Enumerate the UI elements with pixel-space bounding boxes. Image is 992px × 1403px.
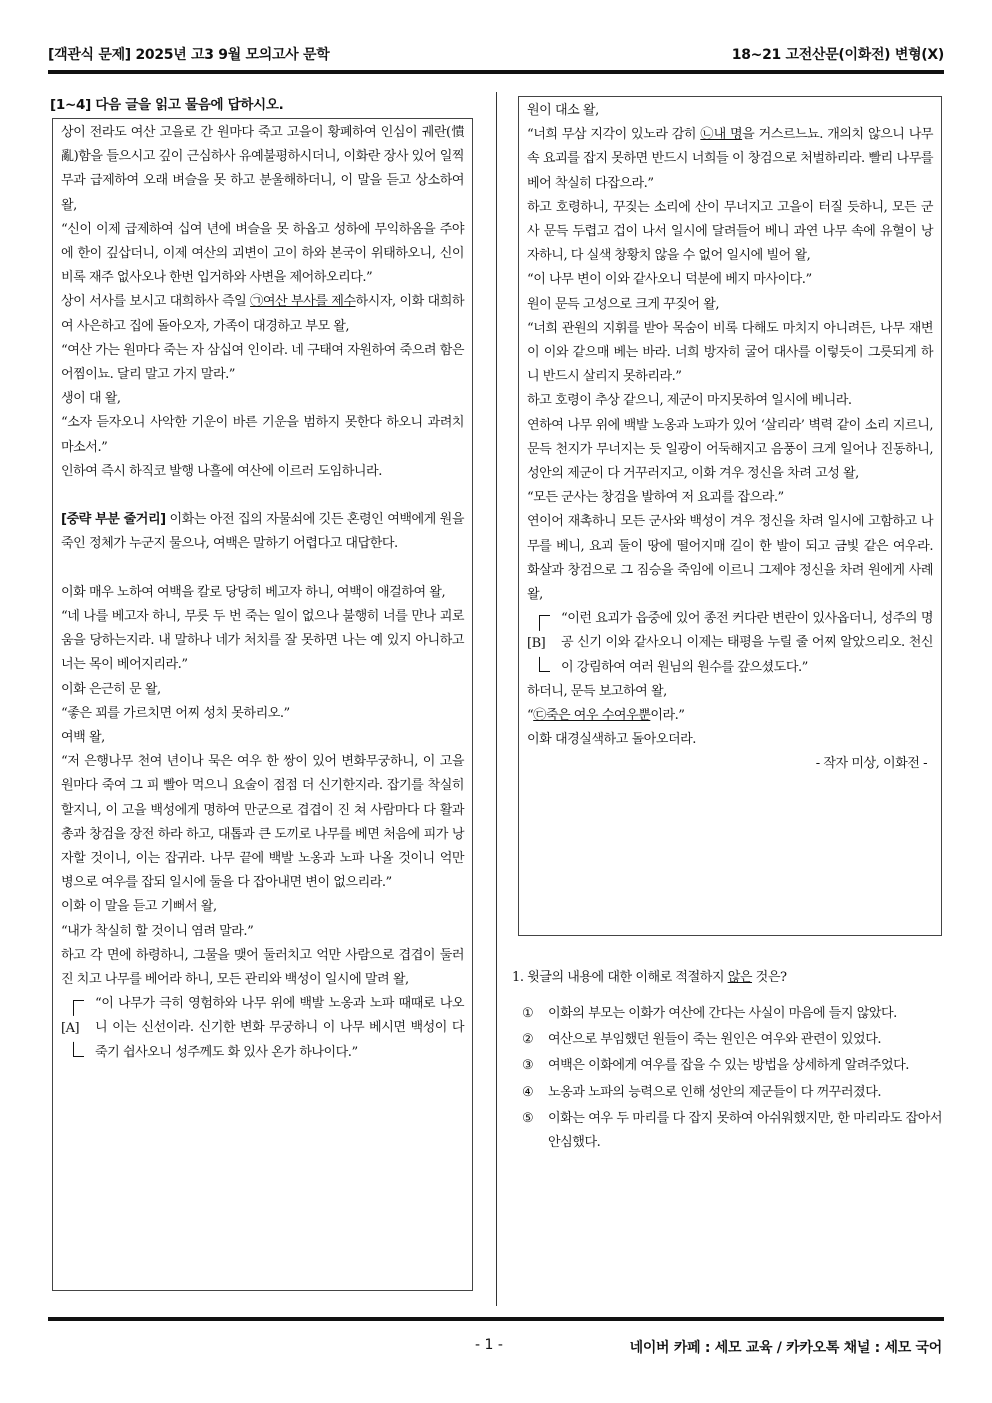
passage-paragraph: 하고 호령이 추상 같으니, 제군이 마지못하여 일시에 베니라. xyxy=(527,393,852,409)
passage-paragraph: 하고 호령하니, 꾸짖는 소리에 산이 무너지고 고을이 터질 듯하니, 모든 군사 문득 두렵고 겁이 나서 일시에 달려들어 베니 과연 나무 속에 유혈이 낭자하니, 다 실색 창황치 않을 수 없어 일시에 빌어 왈, xyxy=(527,199,933,264)
passage-paragraph: “너희 관원의 지휘를 받아 목숨이 비록 다해도 마치지 아니려든, 나무 재변이 이와 같으매 베는 바라. 너희 방자히 굴어 대사를 이렇듯이 그릇되게 하니 반드시 살리지 못하리라.” xyxy=(527,320,933,385)
passage-box-left xyxy=(52,118,473,1291)
passage-paragraph: “모든 군사는 창검을 발하여 저 요괴를 잡으라.” xyxy=(527,490,784,506)
header-title: [객관식 문제] 2025년 고3 9월 모의고사 문학 xyxy=(48,47,330,63)
passage-paragraph: 연이어 재촉하니 모든 군사와 백성이 겨우 정신을 차려 일시에 고함하고 나무를 베니, 요괴 둘이 땅에 떨어지매 길이 한 발이 되고 금빛 같은 여우라. 화살과 창검으로 그 짐승을 죽임에 이르니 그제야 정신을 차려 원에게 사례 왈, xyxy=(527,514,933,603)
question-stem-emphasis: 않은 xyxy=(727,970,753,985)
passage-box-right xyxy=(518,96,942,936)
passage-paragraph: 연하여 나무 위에 백발 노옹과 노파가 있어 ‘살리라’ 벽력 같이 소리 지르니, 문득 천지가 무너지는 듯 일광이 어둑해지고 음풍이 크게 일어나 진동하니, 성안의 제군이 다 거꾸러지고, 이화 겨우 정신을 차려 고성 왈, xyxy=(527,417,933,482)
option-number: ① xyxy=(522,1006,534,1021)
bracket-b-label: [B] xyxy=(527,630,545,656)
summary-paragraph: [중략 부분 줄거리] 이화는 아전 집의 자물쇠에 깃든 혼령인 여백에게 원을 죽인 정체가 누군지 물으나, 여백은 말하기 어렵다고 대답한다. xyxy=(61,512,464,552)
option-text: 여백은 이화에게 여우를 잡을 수 있는 방법을 상세하게 알려주었다. xyxy=(548,1058,909,1074)
passage-paragraph: “네 나를 베고자 하니, 무릇 두 번 죽는 일이 없으나 불행히 너를 만나 괴로움을 당하는지라. 내 말하나 네가 처치를 잘 못하면 나는 예 있지 아니하고 너는 목이 베어지리라.” xyxy=(61,609,464,673)
underline-nieun: ㉡내 명 xyxy=(700,127,743,143)
summary-label: [중략 부분 줄거리] xyxy=(61,512,166,528)
bracket-b xyxy=(527,607,933,680)
bracket-b-text: “이런 요괴가 읍중에 있어 종전 커다란 변란이 있사옵더니, 성주의 명공 신기 이와 같사오니 이제는 태평을 누릴 줄 어찌 알았으리오. 천신이 강림하여 여러 원님의 원수를 갚으셨도다.” xyxy=(561,611,933,675)
bracket-a-text: “이 나무가 극히 영험하와 나무 위에 백발 노옹과 노파 때때로 나오니 이는 신선이라. 신기한 변화 무궁하니 이 나무 베시면 백성이 다 죽기 쉽사오니 성주께도 화 있사 온가 하나이다.” xyxy=(95,996,464,1060)
passage-paragraph: 여백 왈, xyxy=(61,730,105,746)
passage-paragraph: 인하여 즉시 하직코 발행 나흘에 여산에 이르러 도임하니라. xyxy=(61,463,382,479)
answer-option-3[interactable] xyxy=(512,1054,942,1078)
question-stem: 1. 윗글의 내용에 대한 이해로 적절하지 않은 것은? xyxy=(512,970,787,985)
passage-paragraph: 이화 은근히 문 왈, xyxy=(61,681,161,697)
passage-paragraph: 이화 매우 노하여 여백을 칼로 당당히 베고자 하니, 여백이 애걸하여 왈, xyxy=(61,584,446,600)
passage-paragraph: 상이 서사를 보시고 대희하사 즉일 ㉠여산 부사를 제수하시자, 이화 대희하여 사은하고 집에 돌아오자, 가족이 대경하고 부모 왈, xyxy=(61,294,464,334)
bracket-a-label: [A] xyxy=(61,1015,79,1041)
passage-paragraph: “너희 무삼 지각이 있노라 감히 ㉡내 명을 거스르느뇨. 개의치 않으니 나무 속 요괴를 잡지 못하면 반드시 너희들 이 창검으로 처벌하리라. 빨리 나무를 베어 착실히 다잡으라.” xyxy=(527,127,933,191)
passage-paragraph: “이 나무 변이 이와 같사오니 덕분에 베지 마사이다.” xyxy=(527,272,812,288)
passage-paragraph: “좋은 꾀를 가르치면 어찌 성치 못하리오.” xyxy=(61,705,290,721)
bracket-a xyxy=(61,992,464,1065)
header-rule xyxy=(48,70,944,74)
option-text: 노옹과 노파의 능력으로 인해 성안의 제군들이 다 꺼꾸러졌다. xyxy=(548,1084,882,1100)
option-text: 이화는 여우 두 마리를 다 잡지 못하여 아쉬워했지만, 한 마리라도 잡아서 안심했다. xyxy=(548,1110,942,1151)
page-number: - 1 - xyxy=(475,1337,503,1353)
passage-paragraph: 생이 대 왈, xyxy=(61,391,121,407)
option-number: ⑤ xyxy=(522,1110,534,1126)
passage-paragraph: 하고 각 면에 하령하니, 그물을 맺어 둘러치고 억만 사람으로 겹겹이 둘러 진 치고 나무를 베어라 하니, 모든 관리와 백성이 일시에 말려 왈, xyxy=(61,947,464,988)
answer-option-4[interactable] xyxy=(512,1081,942,1105)
answer-option-5[interactable] xyxy=(512,1107,942,1155)
footer-rule xyxy=(48,1317,944,1321)
passage-paragraph: “소자 듣자오니 사악한 기운이 바른 기운을 범하지 못한다 하오니 과려치 마소서.” xyxy=(61,415,464,455)
option-number: ② xyxy=(522,1032,534,1048)
passage-paragraph: 상이 전라도 여산 고을로 간 원마다 죽고 고을이 황폐하여 인심이 궤란(憒亂)함을 들으시고 깊이 근심하사 유예불평하시더니, 이화란 장사 있어 일찍 무과 급제하여 오래 벼슬을 못 하고 분울해하더니, 이 말을 듣고 상소하여 왈, xyxy=(61,125,464,213)
option-number: ④ xyxy=(522,1084,534,1100)
passage-paragraph: 이화 대경실색하고 돌아오더라. xyxy=(527,732,696,748)
passage-paragraph: 이화 이 말을 듣고 기뻐서 왈, xyxy=(61,899,217,915)
author-credit: - 작자 미상, 이화전 - xyxy=(815,756,927,772)
option-number: ③ xyxy=(522,1058,534,1074)
passage-paragraph: “신이 이제 급제하여 십여 년에 벼슬을 못 하옵고 성하에 무익하옴을 주야에 한이 깊삽더니, 이제 여산의 괴변이 고이 하와 본국이 위태하오니, 신이 비록 재주 없사오나 한번 입거하와 사변을 제어하오리다.” xyxy=(61,221,464,286)
passage-paragraph: “여산 가는 원마다 죽는 자 삼십여 인이라. 네 구태여 자원하여 죽으려 함은 어찜이뇨. 달리 말고 가지 말라.” xyxy=(61,342,464,383)
instruction: [1~4] 다음 글을 읽고 물음에 답하시오. xyxy=(50,97,284,113)
passage-paragraph: “저 은행나무 천여 년이나 묵은 여우 한 쌍이 있어 변화무궁하니, 이 고을 원마다 죽여 그 피 빨아 먹으니 요술이 점점 더 신기한지라. 잡기를 착실히 할지니, 이 고을 백성에게 명하여 만군으로 겹겹이 진 쳐 사람마다 다 활과 총과 창검을 장전 하라 하고, 대톱과 큰 도끼로 나무를 베면 처음에 피가 낭자할 것이니, 이는 잡귀라. 나무 끝에 백발 노옹과 노파 나올 것이니 억만 병으로 여우를 잡되 일시에 둘을 다 잡아내면 변이 없으리라.” xyxy=(61,754,464,891)
passage-paragraph: “내가 착실히 할 것이니 염려 말라.” xyxy=(61,923,254,939)
answer-option-1[interactable] xyxy=(512,1002,942,1026)
answer-option-2[interactable] xyxy=(512,1028,942,1052)
header-section: 18~21 고전산문(이화전) 변형(X) xyxy=(731,47,944,63)
passage-paragraph: 원이 대소 왈, xyxy=(527,103,599,118)
option-text: 여산으로 부임했던 원들이 죽는 원인은 여우와 관련이 있었다. xyxy=(548,1032,882,1048)
passage-paragraph: 원이 문득 고성으로 크게 꾸짖어 왈, xyxy=(527,296,720,312)
underline-giyeok: ㉠여산 부사를 제수 xyxy=(250,294,356,310)
footer-credit: 네이버 카페 : 세모 교육 / 카카오톡 채널 : 세모 국어 xyxy=(629,1340,942,1356)
passage-paragraph: 하더니, 문득 보고하여 왈, xyxy=(527,683,667,699)
question-1 xyxy=(512,966,942,1155)
option-text: 이화의 부모는 이화가 여산에 간다는 사실이 마음에 들지 않았다. xyxy=(548,1006,897,1021)
column-divider xyxy=(496,92,497,1306)
passage-paragraph: “㉢죽은 여우 수여우뿐이라.” xyxy=(527,708,685,724)
underline-digeut: ㉢죽은 여우 수여우뿐 xyxy=(533,708,651,724)
